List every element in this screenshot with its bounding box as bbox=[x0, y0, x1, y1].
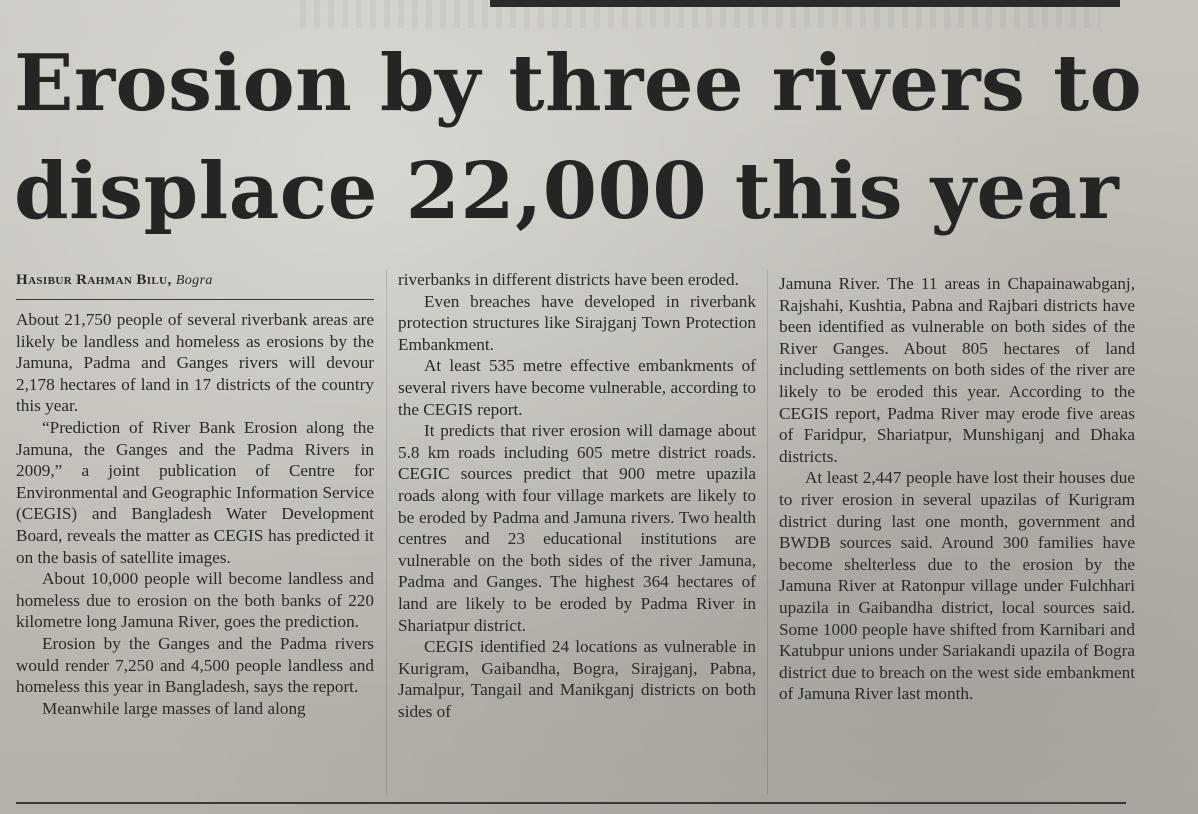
paragraph: About 10,000 people will become landless and homeless due to erosion on the both banks of 220 kilometre long Jamuna River, goes the prediction. bbox=[16, 569, 374, 632]
byline bbox=[16, 272, 374, 289]
paragraph: “Prediction of River Bank Erosion along the Jamuna, the Ganges and the Padma Rivers in 2009,” a joint publication of Centre for Environmental and Geographic Information Service (CEGIS) and Bangladesh Water Development Board, reveals the matter as CEGIS has predicted it on the basis of satellite images. bbox=[16, 417, 374, 567]
column-divider bbox=[386, 270, 387, 795]
paragraph: Erosion by the Ganges and the Padma rivers would render 7,250 and 4,500 people landless and homeless this year in Bangladesh, says the report. bbox=[16, 633, 374, 697]
article-column-1 bbox=[16, 309, 374, 719]
paragraph: CEGIS identified 24 locations as vulnerable in Kurigram, Gaibandha, Bogra, Sirajganj, Pabna, Jamalpur, Tangail and Manikganj districts on both sides of bbox=[398, 637, 756, 721]
headline bbox=[14, 30, 1164, 246]
paragraph: riverbanks in different districts have been eroded. bbox=[398, 270, 739, 289]
byline-rule bbox=[16, 299, 374, 300]
paragraph: At least 2,447 people have lost their houses due to river erosion in several upazilas of Kurigram district during last one month, government and BWDB sources said. Around 300 families have become shelterless due to the erosion by the Jamuna River at Ratonpur village under Fulchhari upazila in Gaibandha district, local sources said. Some 1000 people have shifted from Karnibari and Katubpur unions under Sariakandi upazila of Bogra district due to breach on the west side embankment of Jamuna River last month. bbox=[779, 468, 1135, 704]
paragraph: About 21,750 people of several riverbank areas are likely be landless and homeless as erosions by the Jamuna, Padma and Ganges rivers will devour 2,178 hectares of land in 17 districts of the country this year. bbox=[16, 310, 374, 416]
paragraph: Even breaches have developed in riverbank protection structures like Sirajganj Town Protection Embankment. bbox=[398, 291, 756, 354]
column-divider bbox=[767, 270, 768, 795]
article-column-2 bbox=[398, 269, 756, 722]
paragraph: Meanwhile large masses of land along bbox=[42, 698, 306, 718]
byline-location: Bogra bbox=[175, 273, 213, 288]
byline-author: Hasibur Rahman Bilu, bbox=[16, 272, 172, 288]
paragraph: It predicts that river erosion will damage about 5.8 km roads including 605 metre district roads. CEGIC sources predict that 900 metre upazila roads along with four village markets are likely to be eroded by Padma and Jamuna rivers. Two health centres and 23 educational institutions are vulnerable on the both sides of the river Jamuna, Padma and Ganges. The highest 364 hectares of land are likely to be eroded by Padma River in Shariatpur district. bbox=[398, 421, 756, 635]
bottom-rule bbox=[16, 802, 1126, 804]
paragraph: Jamuna River. The 11 areas in Chapainawabganj, Rajshahi, Kushtia, Pabna and Rajbari districts have been identified as vulnerable on both sides of the River Ganges. About 805 hectares of land including settlements on both sides of the river are likely to be eroded this year. According to the CEGIS report, Padma River may erode five areas of Faridpur, Shariatpur, Munshiganj and Dhaka districts. bbox=[779, 274, 1135, 466]
article-column-3 bbox=[779, 273, 1135, 705]
paragraph: At least 535 metre effective embankments of several rivers have become vulnerable, according to the CEGIS report. bbox=[398, 356, 756, 419]
headline-line-2: displace 22,000 this year bbox=[14, 146, 1120, 237]
headline-line-1: Erosion by three rivers to bbox=[14, 38, 1143, 129]
top-rule bbox=[490, 0, 1120, 7]
